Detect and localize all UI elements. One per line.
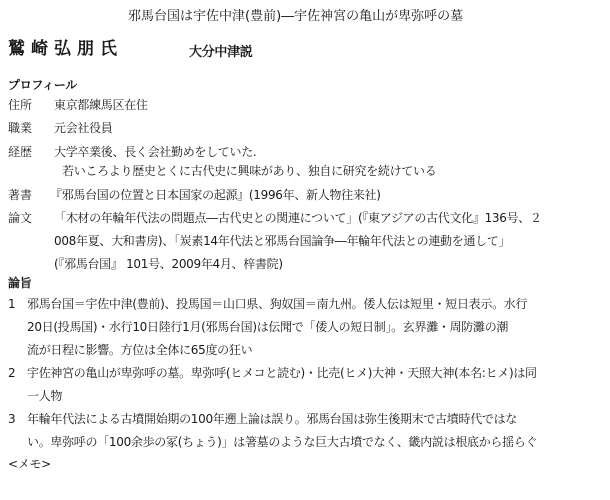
- point-2-line-1: 宇佐神宮の亀山が卑弥呼の墓。卑弥呼(ヒメコと読む)・比売(ヒメ)大神・天照大神(本名:ヒメ)は同: [27, 366, 537, 380]
- address-value: 東京都練馬区在住: [54, 98, 148, 112]
- memo-label: <メモ>: [8, 457, 51, 471]
- papers-label: 論文: [8, 211, 33, 225]
- point-3-number: 3: [8, 412, 16, 426]
- point-1-number: 1: [8, 297, 16, 311]
- profile-heading: プロフィール: [8, 78, 78, 92]
- career-line-2: 若いころより歴史とくに古代史に興味があり、独自に研究を続けている: [62, 164, 437, 178]
- point-3-line-2: い。卑弥呼の「100余歩の冢(ちょう)」は箸墓のような巨大古墳でなく、畿内説は根底から揺らぐ: [27, 435, 538, 449]
- address-label: 住所: [8, 98, 33, 112]
- career-line-1: 大学卒業後、長く会社勤めをしていた.: [54, 145, 257, 159]
- point-3-line-1: 年輪年代法による古墳開始期の100年遡上論は誤り。邪馬台国は弥生後期末で古墳時代ではな: [27, 412, 518, 426]
- papers-line-2: 008年夏、大和書房)、「炭素14年代法と邪馬台国論争―年輪年代法との連動を通して」: [54, 234, 511, 248]
- books-value: 『邪馬台国の位置と日本国家の起源』(1996年、新人物往来社): [50, 188, 381, 202]
- document-title: 邪馬台国は宇佐中津(豊前)―宇佐神宮の亀山が卑弥呼の墓: [128, 9, 464, 24]
- books-label: 著書: [8, 188, 33, 202]
- author-name: 鷲崎弘朋氏: [8, 39, 123, 59]
- point-2-number: 2: [8, 366, 16, 380]
- occupation-value: 元会社役員: [54, 121, 113, 135]
- career-label: 経歴: [8, 145, 33, 159]
- papers-line-3: (『邪馬台国』 101号、2009年4月、梓書院): [54, 257, 283, 271]
- point-1-line-3: 流が日程に影響。方位は全体に65度の狂い: [27, 343, 253, 357]
- point-2-line-2: 一人物: [27, 389, 63, 403]
- theory-name: 大分中津説: [189, 45, 253, 60]
- points-heading: 論旨: [8, 276, 32, 290]
- occupation-label: 職業: [8, 121, 33, 135]
- point-1-line-1: 邪馬台国＝宇佐中津(豊前)、投馬国＝山口県、狗奴国＝南九州。倭人伝は短里・短日表示。水行: [27, 297, 528, 311]
- papers-line-1: 「木材の年輪年代法の問題点―古代史との関連について」(『東アジアの古代文化』136号、２: [54, 211, 542, 225]
- point-1-line-2: 20日(投馬国)・水行10日陸行1月(邪馬台国)は伝聞で「倭人の短日制」。玄界灘・周防灘の潮: [27, 320, 509, 334]
